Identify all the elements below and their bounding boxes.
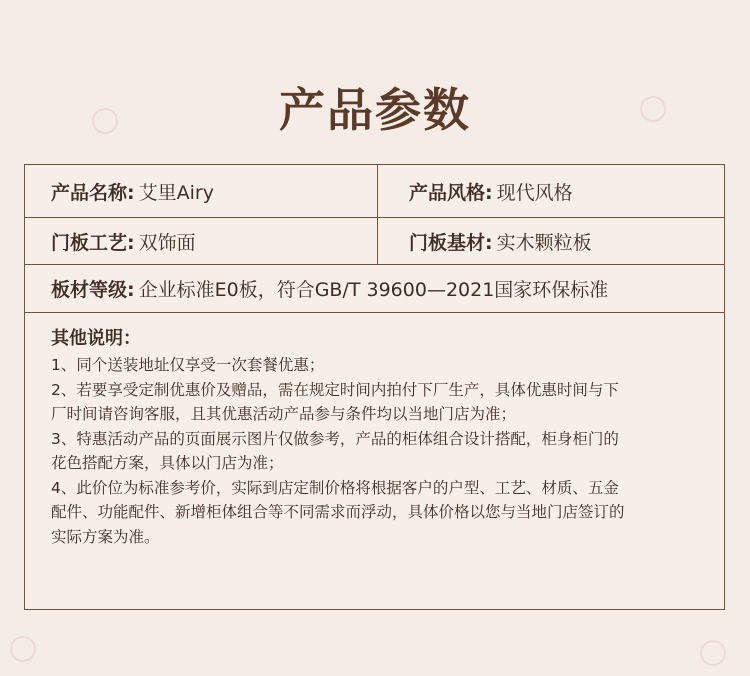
spec-value: 企业标准E0板，符合GB/T 39600—2021国家环保标准 [138,279,609,301]
spec-row [25,265,724,313]
note-line: 厂时间请咨询客服，且其优惠活动产品参与条件均以当地门店为准； [51,405,517,423]
spec-table [24,164,725,610]
notes-title: 其他说明： [51,328,141,349]
note-line: 3、特惠活动产品的页面展示图片仅做参考，产品的柜体组合设计搭配，柜身柜门的 [51,429,619,448]
spec-label: 门板工艺: [51,231,135,254]
spec-value: 现代风格 [496,181,573,204]
spec-value: 实木颗粒板 [496,231,592,254]
spec-door-base [409,218,592,264]
watermark-decoration [700,640,726,666]
spec-product-style [409,165,573,217]
spec-value: 艾里Airy [138,181,214,204]
spec-row [25,165,724,218]
note-line: 4、此价位为标准参考价，实际到店定制价格将根据客户的户型、工艺、材质、五金 [51,478,619,497]
page-title: 产品参数 [279,83,471,137]
spec-board-grade [51,265,608,312]
spec-product-name [51,165,214,217]
spec-label: 产品名称: [51,181,135,204]
note-line: 配件、功能配件、新增柜体组合等不同需求而浮动，具体价格以您与当地门店签订的 [51,503,625,521]
spec-row [25,218,724,265]
note-line: 实际方案为准。 [51,527,160,546]
spec-label: 板材等级: [51,279,135,301]
note-line: 花色搭配方案，具体以门店为准； [51,454,284,472]
note-line: 1、同个送装地址仅享受一次套餐优惠； [51,356,325,374]
spec-label: 产品风格: [409,181,493,204]
watermark-decoration [10,636,36,662]
spec-value: 双饰面 [138,231,196,254]
spec-label: 门板基材: [409,231,493,254]
spec-door-craft [51,218,196,264]
note-line: 2、若要享受定制优惠价及赠品，需在规定时间内拍付下厂生产，具体优惠时间与下 [51,380,619,399]
notes-section [51,325,711,549]
